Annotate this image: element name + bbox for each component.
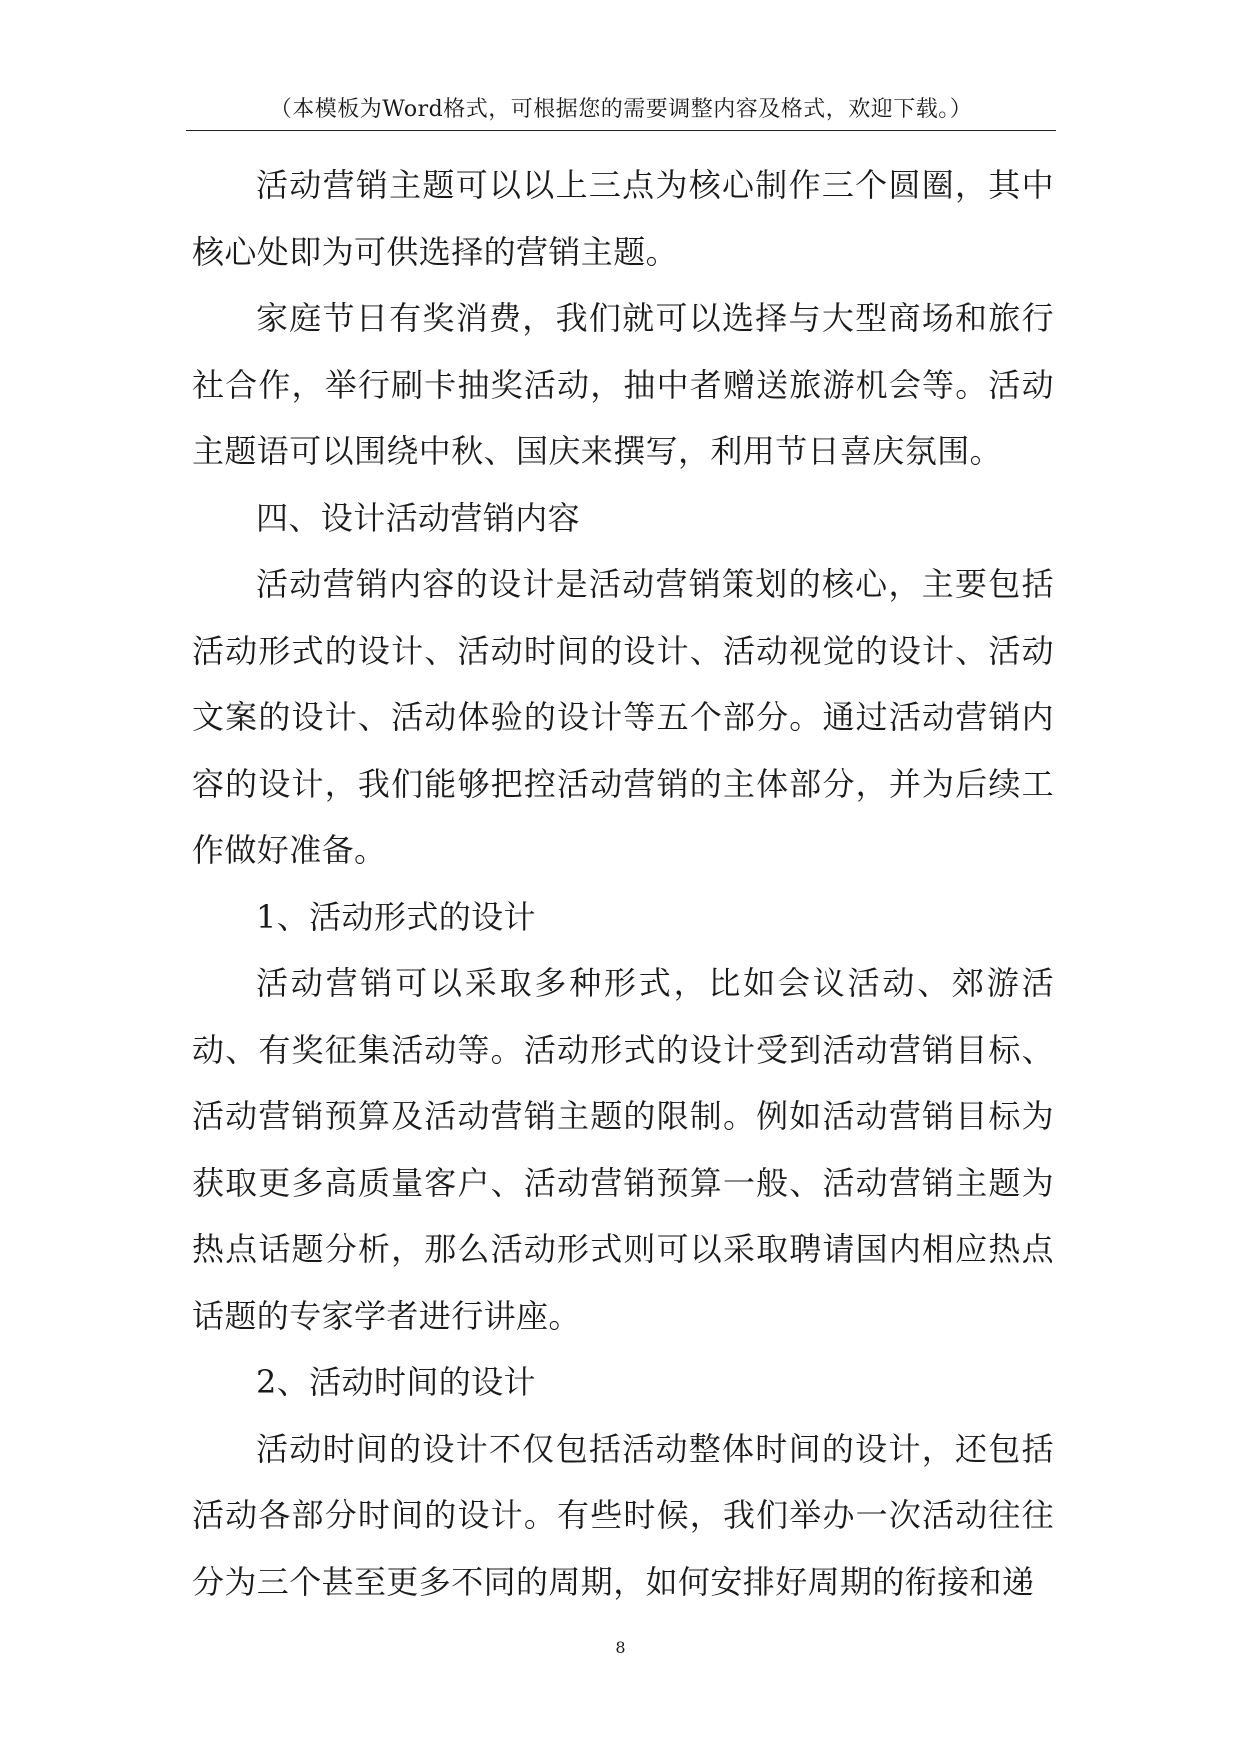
paragraph: 家庭节日有奖消费，我们就可以选择与大型商场和旅行社合作，举行刷卡抽奖活动，抽中者赠送旅游机会等。活动主题语可以围绕中秋、国庆来撰写，利用节日喜庆氛围。 [192,299,1054,470]
document-body [192,152,1054,1615]
paragraph: 活动营销主题可以以上三点为核心制作三个圆圈，其中核心处即为可供选择的营销主题。 [192,166,1054,271]
paragraph: 活动时间的设计不仅包括活动整体时间的设计，还包括活动各部分时间的设计。有些时候，我们举办一次活动往往分为三个甚至更多不同的周期，如何安排好周期的衔接和递 [192,1429,1054,1601]
header-divider [186,130,1056,131]
section-heading: 四、设计活动营销内容 [256,498,581,537]
page-number: 8 [615,1638,626,1657]
paragraph: 活动营销内容的设计是活动营销策划的核心，主要包括活动形式的设计、活动时间的设计、活动视觉的设计、活动文案的设计、活动体验的设计等五个部分。通过活动营销内容的设计，我们能够把控活动营销的主体部分，并为后续工作做好准备。 [192,565,1054,869]
subsection-heading: 2、活动时间的设计 [256,1363,536,1401]
header-note: （本模板为Word格式，可根据您的需要调整内容及格式，欢迎下载。） [269,97,973,122]
subsection-heading: 1、活动形式的设计 [256,897,536,936]
paragraph: 活动营销可以采取多种形式，比如会议活动、郊游活动、有奖征集活动等。活动形式的设计受到活动营销目标、活动营销预算及活动营销主题的限制。例如活动营销目标为获取更多高质量客户、活动营销预算一般、活动营销主题为热点话题分析，那么活动形式则可以采取聘请国内相应热点话题的专家学者进行讲座。 [192,964,1054,1335]
